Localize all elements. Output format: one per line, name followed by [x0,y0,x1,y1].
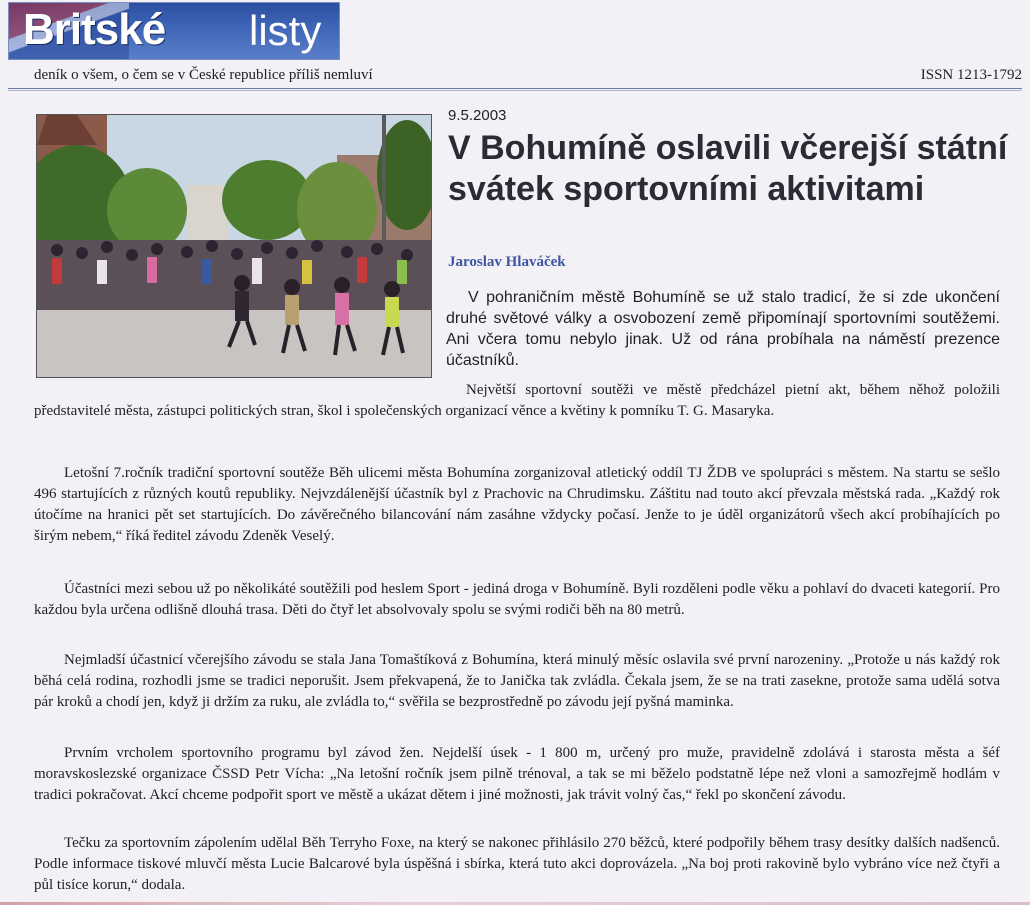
article-paragraph-3: Účastníci mezi sebou už po několikáté soutěžili pod heslem Sport - jediná droga v Bohumíně. Byli rozděleni podle věku a pohlaví do dvaceti kategorií. Pro každou byla určena odlišně dlouhá trasa. Děti do čtyř let absolvovaly spolu se svými rodiči běh na 80 metrů. [34,581,1000,618]
article-headline: V Bohumíně oslavili včerejší státní svátek sportovními aktivitami [448,129,1008,208]
race-photo-illustration [37,115,431,377]
masthead-rule [8,88,1022,89]
logo-word-britske: Britské [23,5,166,54]
article-paragraph-5: Prvním vrcholem sportovního programu byl závod žen. Nejdelší úsek - 1 800 m, určený pro muže, pravidelně zdolává i starosta města a šéf moravskoslezské organizace ČSSD Petr Vícha: „Na letošní ročník jsem pilně trénoval, a tak se mi běželo podstatně lépe než vloni a samozřejmě hodlám v tradici pokračovat. Akcí chceme podpořit sport ve městě a ukázat dětem i jiné možnosti, jak trávit volný čas,“ řekl po skončení závodu. [34,745,1000,803]
article-paragraph-6: Tečku za sportovním zápolením udělal Běh Terryho Foxe, na který se nakonec přihlásilo 270 běžců, které podpořily během trasy desítky dalších nadšenců. Podle informace tiskové mluvčí města Lucie Balcarové byla úspěšná i sbírka, která tuto akci doprovázela. „Na boj proti rakovině bylo vybráno více než čtyři a půl tisíce korun,“ dodala. [34,835,1000,893]
race-photo [36,114,432,378]
article-date: 9.5.2003 [448,107,507,124]
masthead-tagline: deník o všem, o čem se v České republice příliš nemluví [34,67,373,83]
article-author: Jaroslav Hlaváček [448,254,566,270]
article-lead: V pohraničním městě Bohumíně se už stalo tradicí, že si zde ukončení druhé světové války a osvobození země připomínají sportovními soutěžemi. Ani včera tomu nebylo jinak. Už od rána probíhala na náměstí prezence účastníků. [446,289,1000,369]
logo-word-listy: listy [249,7,322,54]
masthead-rule-secondary [8,90,1022,91]
article-paragraph-2: Letošní 7.ročník tradiční sportovní soutěže Běh ulicemi města Bohumína zorganizoval atletický oddíl TJ ŽDB ve spolupráci s městem. Na startu se sešlo 496 startujících z různých koutů republiky. Nejvzdálenější účastník byl z Prachovic na Chrudimsku. Záštitu nad touto akcí převzala městská rada. „Každý rok útočíme na hranici pět set startujících. Do závěrečného bilancování nám zasáhne vždycky počasí. Jenže to je úděl organizátorů všech akcí probíhajících po širým nebem,“ říká ředitel závodu Zdeněk Veselý. [34,465,1000,544]
article-paragraph-1: Největší sportovní soutěži ve městě předcházel pietní akt, během něhož položili představitelé města, zástupci politických stran, škol i společenských organizací věnce a květiny k pomníku T. G. Masaryka. [34,382,1000,419]
britske-listy-logo [8,2,340,60]
article-paragraph-4: Nejmladší účastnicí včerejšího závodu se stala Jana Tomaštíková z Bohumína, která minulý měsíc oslavila své první narozeniny. „Protože u nás každý rok běhá celá rodina, rozhodli jsme se tradici neporušit. Jsem překvapená, že to Janička tak zvládla. Čekala jsem, že se na trati zasekne, protože sama udělá sotva pár kroků a chodí jen, když ji držím za ruku, ale zvládla to,“ svěřila se bezprostředně po závodu její pyšná maminka. [34,652,1000,710]
issn-number: ISSN 1213-1792 [920,67,1022,83]
